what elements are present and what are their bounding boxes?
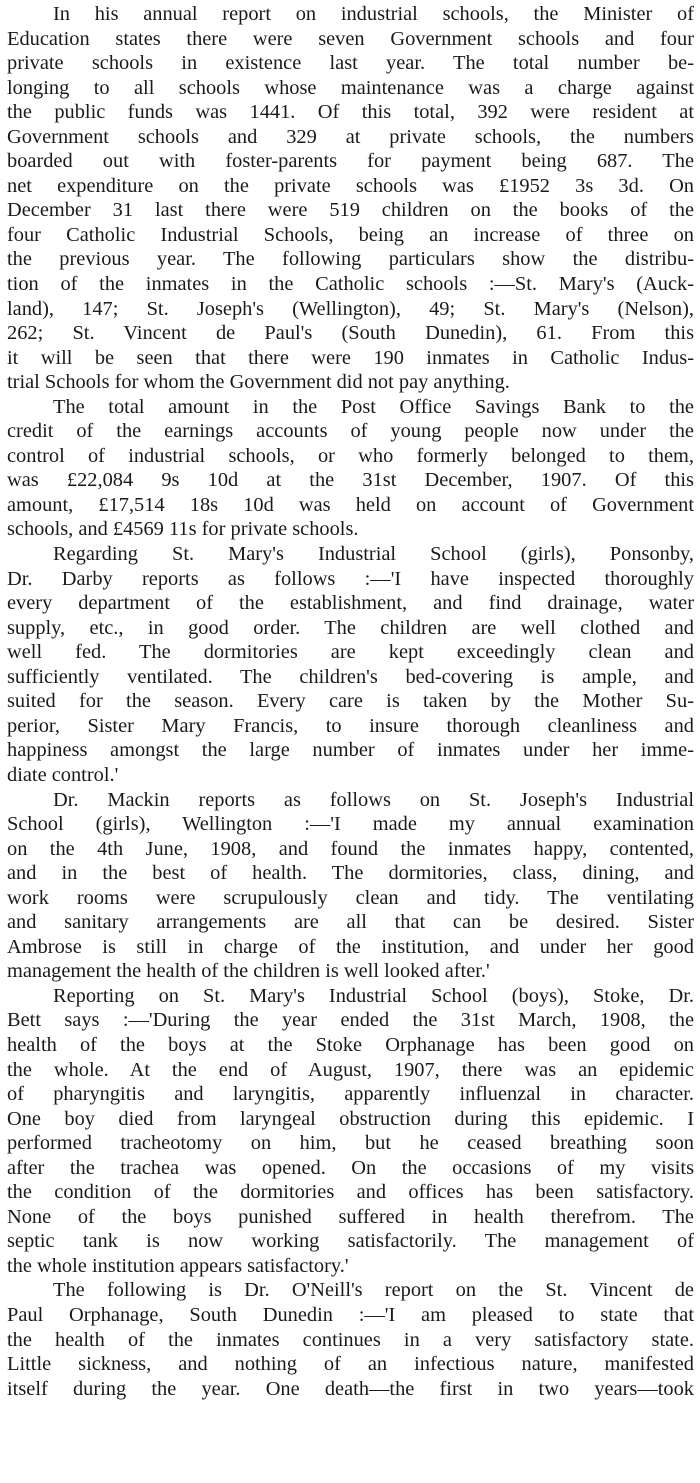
text-line: on the 4th June, 1908, and found the inmates happy, contented, — [7, 837, 694, 860]
text-line: 262; St. Vincent de Paul's (South Dunedin), 61. From this — [7, 322, 694, 345]
text-line: management the health of the children is well looked after.' — [7, 960, 490, 983]
text-line: the whole. At the end of August, 1907, there was an epidemic — [7, 1058, 694, 1081]
paragraph — [7, 542, 694, 787]
text-line: net expenditure on the private schools was £1952 3s 3d. On — [7, 174, 694, 197]
text-line: One boy died from laryngeal obstruction during this epidemic. I — [7, 1107, 694, 1130]
text-line: Reporting on St. Mary's Industrial School (boys), Stoke, Dr. — [53, 984, 694, 1007]
text-line: boarded out with foster-parents for payment being 687. The — [7, 150, 694, 173]
text-line: trial Schools for whom the Government did not pay anything. — [7, 371, 510, 394]
text-line: and sanitary arrangements are all that can be desired. Sister — [7, 911, 694, 934]
paragraph — [7, 395, 694, 542]
text-line: the whole institution appears satisfactory.' — [7, 1254, 349, 1277]
text-line: well fed. The dormitories are kept exceedingly clean and — [7, 641, 694, 664]
text-line: perior, Sister Mary Francis, to insure thorough cleanliness and — [7, 714, 694, 737]
text-line: schools, and £4569 11s for private schools. — [7, 518, 359, 541]
text-line: Government schools and 329 at private schools, the numbers — [7, 125, 694, 148]
text-line: Dr. Darby reports as follows :—'I have inspected thoroughly — [7, 567, 694, 590]
text-line: suited for the season. Every care is taken by the Mother Su- — [7, 690, 694, 713]
text-line: None of the boys punished suffered in health therefrom. The — [7, 1205, 694, 1228]
text-line: amount, £17,514 18s 10d was held on account of Government — [7, 493, 694, 516]
text-line: it will be seen that there were 190 inmates in Catholic Indus- — [7, 346, 694, 369]
text-line: happiness amongst the large number of inmates under her imme- — [7, 739, 694, 762]
text-line: In his annual report on industrial schools, the Minister of — [53, 3, 694, 25]
paragraph — [7, 1278, 694, 1401]
text-line: performed tracheotomy on him, but he ceased breathing soon — [7, 1132, 694, 1155]
text-line: septic tank is now working satisfactorily. The management of — [7, 1230, 694, 1253]
text-line: diate control.' — [7, 763, 119, 786]
text-line: Bett says :—'During the year ended the 31st March, 1908, the — [7, 1009, 694, 1032]
text-line: of pharyngitis and laryngitis, apparently influenzal in character. — [7, 1083, 694, 1106]
text-line: after the trachea was opened. On the occasions of my visits — [7, 1156, 694, 1179]
text-line: was £22,084 9s 10d at the 31st December, 1907. Of this — [7, 469, 694, 492]
text-line: The total amount in the Post Office Savings Bank to the — [53, 395, 694, 418]
text-line: private schools in existence last year. The total number be- — [7, 52, 694, 75]
text-line: sufficiently ventilated. The children's bed-covering is ample, and — [7, 665, 694, 688]
text-line: Education states there were seven Government schools and four — [7, 27, 694, 50]
text-line: Paul Orphanage, South Dunedin :—'I am pleased to state that — [7, 1303, 694, 1326]
paragraph — [7, 788, 694, 984]
text-line: work rooms were scrupulously clean and tidy. The ventilating — [7, 886, 694, 909]
text-line: Regarding St. Mary's Industrial School (girls), Ponsonby, — [53, 543, 694, 566]
text-line: Dr. Mackin reports as follows on St. Joseph's Industrial — [53, 788, 694, 811]
text-line: the public funds was 1441. Of this total, 392 were resident at — [7, 101, 694, 124]
text-line: health of the boys at the Stoke Orphanage has been good on — [7, 1033, 694, 1056]
article-body — [7, 2, 694, 1401]
text-line: credit of the earnings accounts of young people now under the — [7, 420, 694, 443]
text-line: the health of the inmates continues in a very satisfactory state. — [7, 1328, 694, 1351]
text-line: School (girls), Wellington :—'I made my annual examination — [7, 813, 694, 836]
text-line: the condition of the dormitories and offices has been satisfactory. — [7, 1181, 694, 1204]
text-line: every department of the establishment, and find drainage, water — [7, 592, 694, 615]
text-line: The following is Dr. O'Neill's report on the St. Vincent de — [53, 1279, 694, 1302]
text-line: December 31 last there were 519 children on the books of the — [7, 199, 694, 222]
text-line: four Catholic Industrial Schools, being an increase of three on — [7, 223, 694, 246]
paragraph — [7, 984, 694, 1279]
text-line: and in the best of health. The dormitories, class, dining, and — [7, 862, 694, 885]
text-line: control of industrial schools, or who formerly belonged to them, — [7, 444, 694, 467]
text-line: longing to all schools whose maintenance was a charge against — [7, 76, 694, 99]
text-line: supply, etc., in good order. The children are well clothed and — [7, 616, 694, 639]
text-line: the previous year. The following particulars show the distribu- — [7, 248, 694, 271]
text-line: tion of the inmates in the Catholic schools :—St. Mary's (Auck- — [7, 273, 694, 296]
text-line: itself during the year. One death—the first in two years—took — [7, 1377, 694, 1400]
text-line: Ambrose is still in charge of the institution, and under her good — [7, 935, 694, 958]
text-line: land), 147; St. Joseph's (Wellington), 49; St. Mary's (Nelson), — [7, 297, 694, 320]
paragraph — [7, 2, 694, 395]
text-line: Little sickness, and nothing of an infectious nature, manifested — [7, 1353, 694, 1376]
